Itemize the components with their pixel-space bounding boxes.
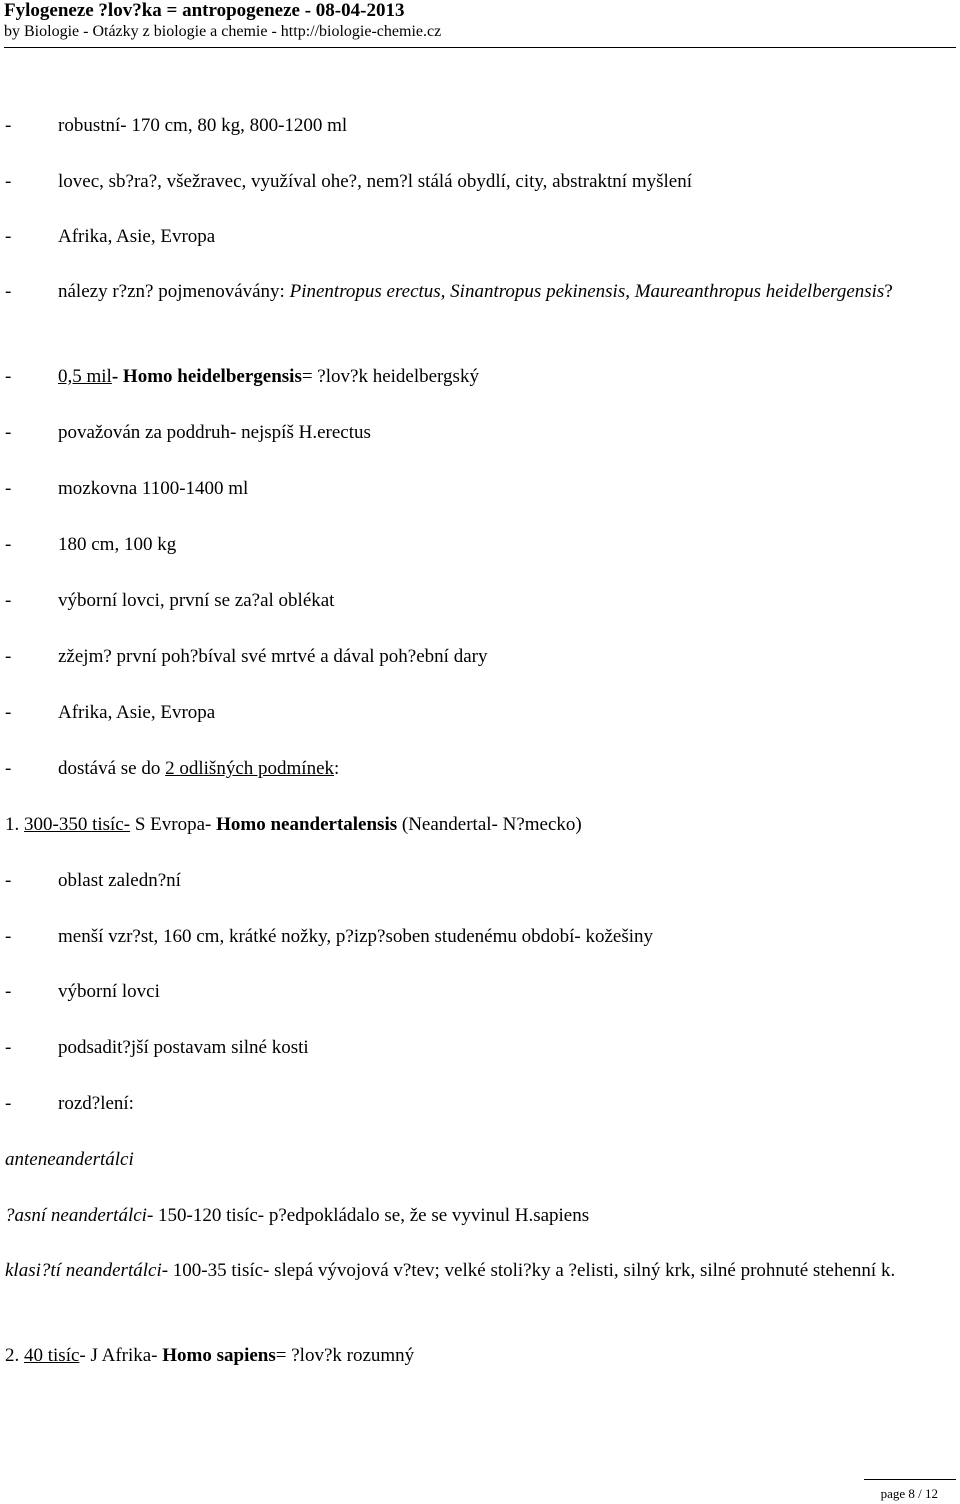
bullet-line [5,980,160,1004]
age-underlined: 40 tisíc [24,1345,80,1366]
line-text: mozkovna 1100-1400 ml [58,478,249,499]
species-names: Pinentropus erectus, Sinantropus pekinensis, Maureanthropus heidelbergensis [289,281,885,302]
line-text: menší vzr?st, 160 cm, krátké nožky, p?izp?soben studenému období- kožešiny [58,926,654,947]
line-text: ? [884,281,893,302]
line-text: dostává se do [58,758,166,779]
bullet-dash: - [5,758,12,779]
italic-term: anteneandertálci [5,1149,134,1170]
line-text: - 150-120 tisíc- p?edpokládalo se, že se vyvinul H.sapiens [146,1205,590,1226]
age-underlined: 300-350 tisíc- [24,814,131,835]
bullet-line [5,1036,309,1060]
numbered-line [5,1344,414,1368]
line-text: S Evropa- [130,814,217,835]
page-header [4,0,956,44]
bullet-dash: - [5,226,12,247]
line-text: považován za poddruh- nejspíš H.erectus [58,422,371,443]
bullet-line [5,421,371,445]
line-text: oblast zaledn?ní [58,870,181,891]
bullet-dash: - [5,171,12,192]
line-text: lovec, sb?ra?, všežravec, využíval ohe?, nem?l stálá obydlí, city, abstraktní myšlení [58,171,692,192]
document-title: Fylogeneze ?lov?ka = antropogeneze - 08-04-2013 [4,0,405,21]
bullet-line [5,869,181,893]
line-text: - 100-35 tisíc- slepá vývojová v?tev; velké stoli?ky a ?elisti, silný krk, silné prohnuté stehenní k. [161,1260,896,1281]
page-number: page 8 / 12 [880,1486,938,1501]
line-text: Afrika, Asie, Evropa [58,702,216,723]
header-divider [4,47,956,48]
line-text: - J Afrika- [79,1345,163,1366]
bullet-dash: - [5,534,12,555]
bullet-dash: - [5,422,12,443]
bullet-dash: - [5,115,12,136]
bullet-line [5,365,479,389]
age-underlined: 0,5 mil [58,366,112,387]
species-bold: Homo neandertalensis [216,814,398,835]
line-text: (Neandertal- N?mecko) [397,814,582,835]
bullet-line [5,757,339,781]
bullet-line [5,925,653,949]
bullet-dash: - [5,702,12,723]
bullet-dash: - [5,366,12,387]
line-text: zžejm? první poh?bíval své mrtvé a dával poh?ební dary [58,646,488,667]
bullet-dash: - [5,926,12,947]
line-text: výborní lovci, první se za?al oblékat [58,590,335,611]
bullet-line [5,645,487,669]
line-text: Afrika, Asie, Evropa [58,226,216,247]
plain-line [5,1204,589,1228]
species-bold: - Homo heidelbergensis [111,366,302,387]
bullet-line [5,477,248,501]
bullet-dash: - [5,646,12,667]
bullet-dash: - [5,478,12,499]
document-source: by Biologie - Otázky z biologie a chemie - http://biologie-chemie.cz [4,23,442,40]
bullet-line [5,589,334,613]
bullet-dash: - [5,1037,12,1058]
line-text: podsadit?jší postavam silné kosti [58,1037,309,1058]
footer-divider [864,1479,956,1480]
bullet-line [5,1092,134,1116]
line-text: rozd?lení: [58,1093,134,1114]
line-number: 1. [5,814,24,835]
line-text: robustní- 170 cm, 80 kg, 800-1200 ml [58,115,348,136]
italic-term: klasi?tí neandertálci [5,1260,162,1281]
plain-line [5,1257,953,1285]
line-number: 2. [5,1345,24,1366]
line-text: výborní lovci [58,981,160,1002]
bullet-dash: - [5,590,12,611]
bullet-dash: - [5,281,12,302]
plain-line [5,1148,134,1172]
bullet-line [5,114,347,138]
bullet-line [5,170,692,194]
bullet-dash: - [5,1093,12,1114]
line-text: = ?lov?k heidelbergský [301,366,479,387]
bullet-line [5,533,176,557]
bullet-dash: - [5,870,12,891]
species-bold: Homo sapiens [162,1345,276,1366]
line-text: nálezy r?zn? pojmenovávány: [58,281,290,302]
line-text: : [334,758,340,779]
italic-term: ?asní neandertálci [5,1205,147,1226]
line-text: = ?lov?k rozumný [275,1345,415,1366]
bullet-dash: - [5,981,12,1002]
line-text: 180 cm, 100 kg [58,534,177,555]
bullet-line [5,278,953,306]
bullet-line [5,701,215,725]
bullet-line [5,225,215,249]
underlined-text: 2 odlišných podmínek [165,758,335,779]
numbered-line [5,813,582,837]
